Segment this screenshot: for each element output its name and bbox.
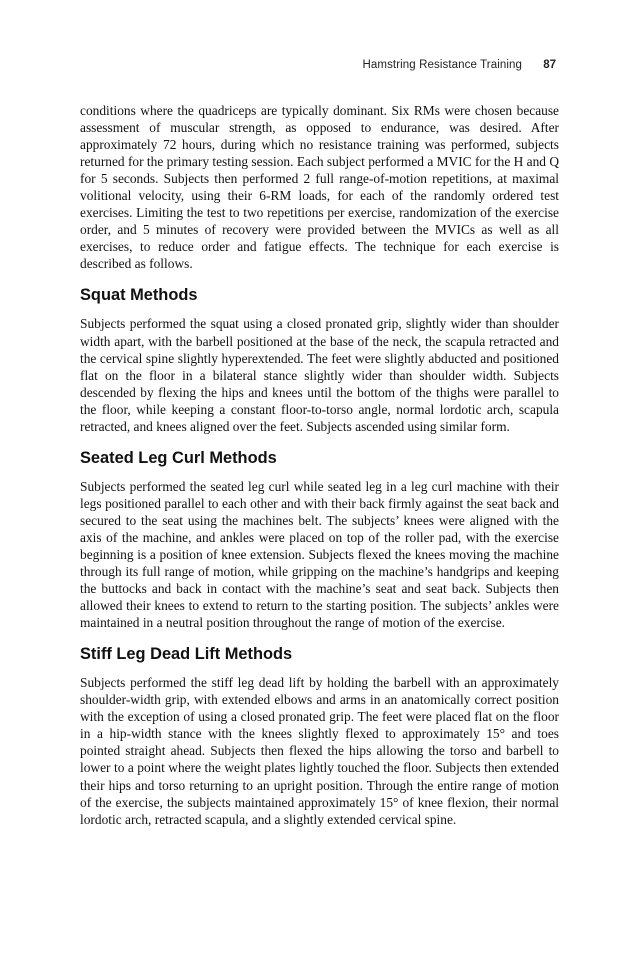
paragraph-seated-leg-curl-methods: Subjects performed the seated leg curl while seated leg in a leg curl machine with their legs positioned parallel to each other and with their back firmly against the seat back and secured to the seat using the machines belt. The subjects’ knees were aligned with the axis of the machine, and ankles were placed on top of the roller pad, with the exercise beginning is a position of knee extension. Subjects flexed the knees moving the machine through its full range of motion, while gripping on the machine’s handgrips and keeping the buttocks and back in contact with the machine’s seat and seat back. Subjects then allowed their knees to extend to return to the starting position. The subjects’ ankles were maintained in a neutral position throughout the range of motion of the exercise. [80,478,559,631]
page-number: 87 [543,59,556,71]
heading-stiff-leg-dead-lift-methods: Stiff Leg Dead Lift Methods [80,645,293,664]
heading-squat-methods: Squat Methods [80,286,198,305]
running-header [363,59,557,71]
paragraph-squat-methods: Subjects performed the squat using a closed pronated grip, slightly wider than shoulder width apart, with the barbell positioned at the base of the neck, the scapula retracted and the cervical spine slightly hyperextended. The feet were slightly abducted and positioned flat on the floor in a bilateral stance slightly wider than shoulder width. Subjects descended by flexing the hips and knees until the bottom of the thighs were parallel to the floor, while keeping a constant floor-to-torso angle, normal lordotic arch, scapula retracted, and knees aligned over the feet. Subjects ascended using similar form. [80,316,559,434]
body-text [80,102,559,828]
heading-seated-leg-curl-methods: Seated Leg Curl Methods [80,448,277,467]
paragraph-continued-procedure: conditions where the quadriceps are typically dominant. Six RMs were chosen because assessment of muscular strength, as opposed to endurance, was desired. After approximately 72 hours, during which no resistance training was performed, subjects returned for the primary testing session. Each subject performed a MVIC for the H and Q for 5 seconds. Subjects then performed 2 full range-of-motion repetitions, at maximal volitional velocity, using their 6-RM loads, for each of the randomly ordered test exercises. Limiting the test to two repetitions per exercise, randomization of the exercise order, and 5 minutes of recovery were provided between the MVICs as well as all exercises, to reduce order and fatigue effects. The technique for each exercise is described as follows. [80,103,559,272]
running-title: Hamstring Resistance Training [362,59,522,71]
paragraph-stiff-leg-dead-lift-methods: Subjects performed the stiff leg dead lift by holding the barbell with an approximately shoulder-width grip, with extended elbows and arms in an anatomically correct position with the exception of using a closed pronated grip. The feet were placed flat on the floor in a hip-width stance with the knees slightly flexed to approximately 15° and toes pointed straight ahead. Subjects then flexed the hips allowing the torso and barbell to lower to a point where the weight plates lightly touched the floor. Subjects then extended their hips and torso returning to an upright position. Through the entire range of motion of the exercise, the subjects maintained approximately 15° of knee flexion, their normal lordotic arch, retracted scapula, and a slightly extended cervical spine. [80,675,559,827]
